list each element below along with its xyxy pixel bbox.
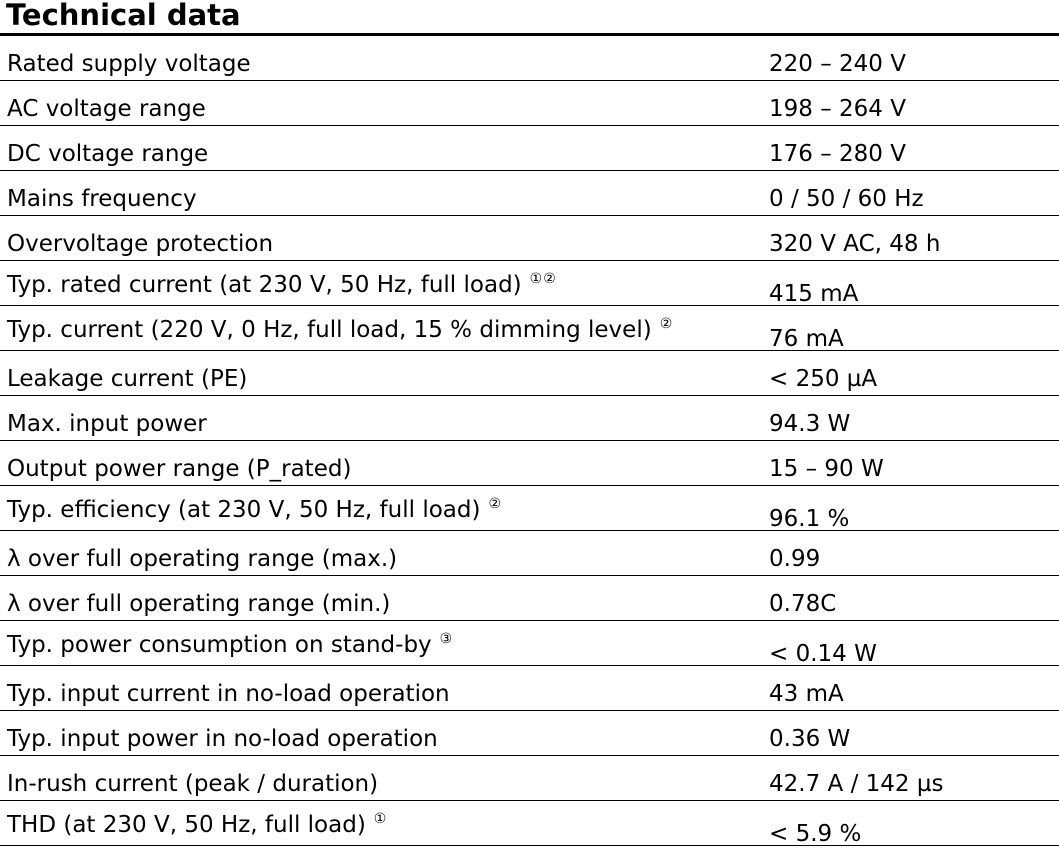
row-value: 415 mA [769, 281, 859, 307]
row-label: DC voltage range [7, 141, 209, 167]
table-row [0, 666, 1059, 711]
row-value: 220 – 240 V [769, 51, 906, 77]
row-label: Typ. power consumption on stand-by ③ [7, 631, 454, 658]
row-label: Typ. rated current (at 230 V, 50 Hz, full load) ①② [7, 271, 557, 298]
row-label: Output power range (P_rated) [7, 456, 352, 482]
footnote-marker: ② [488, 496, 503, 512]
row-label: Typ. input current in no-load operation [7, 681, 450, 707]
row-value: 42.7 A / 142 µs [769, 771, 944, 797]
technical-data-table [0, 36, 1059, 846]
footnote-marker: ③ [439, 631, 454, 647]
row-label: Typ. input power in no-load operation [7, 726, 438, 752]
table-row [0, 441, 1059, 486]
table-row [0, 711, 1059, 756]
table-row [0, 396, 1059, 441]
row-value: < 0.14 W [769, 641, 877, 667]
table-row [0, 306, 1059, 351]
row-value: 0.78C [769, 591, 837, 617]
table-row [0, 126, 1059, 171]
row-value: 43 mA [769, 681, 844, 707]
row-label: In-rush current (peak / duration) [7, 771, 379, 797]
row-value: 320 V AC, 48 h [769, 231, 941, 257]
table-row [0, 576, 1059, 621]
table-row [0, 486, 1059, 531]
row-label: Typ. efficiency (at 230 V, 50 Hz, full load) ② [7, 496, 503, 523]
table-row [0, 801, 1059, 846]
row-value: 0.36 W [769, 726, 851, 752]
table-row [0, 171, 1059, 216]
section-title: Technical data [6, 0, 241, 32]
row-value: 76 mA [769, 326, 844, 352]
table-row [0, 756, 1059, 801]
table-row [0, 621, 1059, 666]
row-label: Rated supply voltage [7, 51, 251, 77]
row-label: Typ. current (220 V, 0 Hz, full load, 15 % dimming level) ② [7, 316, 674, 343]
table-row [0, 36, 1059, 81]
row-value: 0 / 50 / 60 Hz [769, 186, 924, 212]
row-label: Max. input power [7, 411, 207, 437]
row-label: THD (at 230 V, 50 Hz, full load) ① [7, 811, 388, 838]
table-row [0, 351, 1059, 396]
row-value: 15 – 90 W [769, 456, 884, 482]
row-value: 96.1 % [769, 506, 850, 532]
footnote-marker: ① [373, 811, 388, 827]
row-label: Mains frequency [7, 186, 197, 212]
row-value: 198 – 264 V [769, 96, 906, 122]
table-row [0, 261, 1059, 306]
row-label: λ over full operating range (min.) [7, 591, 391, 617]
row-value: < 250 µA [769, 366, 878, 392]
table-row [0, 531, 1059, 576]
row-value: < 5.9 % [769, 821, 862, 847]
footnote-marker: ② [659, 316, 674, 332]
table-row [0, 81, 1059, 126]
row-label: λ over full operating range (max.) [7, 546, 398, 572]
row-value: 0.99 [769, 546, 821, 572]
row-value: 94.3 W [769, 411, 851, 437]
row-label: Overvoltage protection [7, 231, 274, 257]
row-label: AC voltage range [7, 96, 206, 122]
footnote-marker: ①② [529, 271, 557, 287]
row-value: 176 – 280 V [769, 141, 906, 167]
row-label: Leakage current (PE) [7, 366, 248, 392]
table-row [0, 216, 1059, 261]
